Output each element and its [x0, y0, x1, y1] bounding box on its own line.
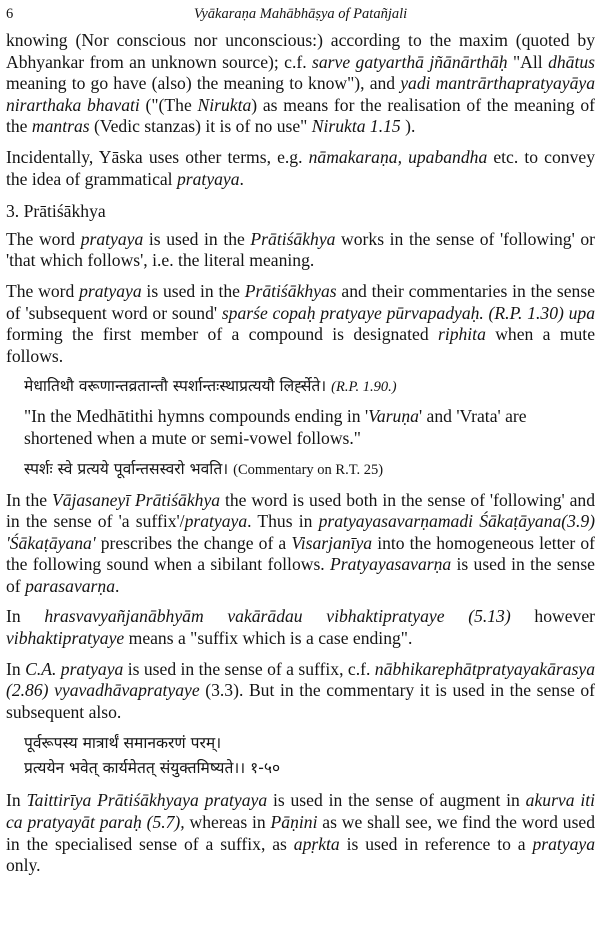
- paragraph-ca: In C.A. pratyaya is used in the sense of a suffix, c.f. nābhikarephātpratyayakārasya (2.86) vyavadhāvapratyaye (3.3). But in the commentary it is used in the sense of subsequent also.: [6, 658, 595, 722]
- sanskrit-verse: [24, 731, 595, 781]
- paragraph-maxim: knowing (Nor conscious nor unconscious:) according to the maxim (quoted by Abhyankar from an unknown source); c.f. sarve gatyarthā jñānārthāḥ "All dhātus meaning to go have (also) the meaning to know"), and yadi mantrārthapratyayāya nirarthaka bhavati ("(The Nirukta) as means for the realisation of the meaning of the mantras (Vedic stanzas) it is of no use" Nirukta 1.15 ).: [6, 30, 595, 137]
- page-header: [6, 4, 595, 24]
- verse-line-2: प्रत्ययेन भवेत् कार्यमेतत् संयुक्तमिष्यते।। १-५०: [24, 759, 281, 778]
- paragraph-hrasva: In hrasvavyañjanābhyām vakārādau vibhaktipratyaye (5.13) however vibhaktipratyaye means a "suffix which is a case ending".: [6, 606, 595, 649]
- paragraph-pratisakhya-works: The word pratyaya is used in the Prātiśākhya works in the sense of 'following' or 'that which follows', i.e. the literal meaning.: [6, 228, 596, 271]
- sanskrit-quotation-rp: मेधातिथौ वरूणान्तव्रतान्तौ स्पर्शान्तःस्थाप्रत्ययौ लिर्ह्सेते। (R.P. 1.90.): [24, 377, 397, 396]
- paragraph-yaska: Incidentally, Yāska uses other terms, e.g. nāmakaraṇa, upabandha etc. to convey the idea of grammatical pratyaya.: [6, 146, 595, 189]
- verse-line-1: पूर्वरूपस्य मात्रार्थं समानकरणं परम्।: [24, 734, 222, 753]
- paragraph-subsequent-sound: The word pratyaya is used in the Prātiśākhyas and their commentaries in the sense of 'subsequent word or sound' sparśe copaḥ pratyaye pūrvapadyaḥ. (R.P. 1.30) upa forming the first member of a compound is designated riphita when a mute follows.: [6, 280, 595, 366]
- paragraph-taittiriya: In Taittirīya Prātiśākhyaya pratyaya is used in the sense of augment in akurva iti ca pratyayāt paraḥ (5.7), whereas in Pāṇini as we shall see, we find the word used in the specialised sense of a suffix, as apṛkta is used in reference to a pratyaya only.: [6, 790, 596, 876]
- section-heading: 3. Prātiśākhya: [6, 201, 106, 222]
- translation-quote: "In the Medhātithi hymns compounds ending in 'Varuṇa' and 'Vrata' are shortened when a mute or semi-vowel follows.": [24, 406, 527, 448]
- page-number: 6: [6, 6, 14, 22]
- running-head: Vyākaraṇa Mahābhāṣya of Patañjali: [193, 6, 408, 22]
- paragraph-vajasaneyi: In the Vājasaneyī Prātiśākhya the word is used both in the sense of 'following' and in the sense of 'a suffix'/pratyaya. Thus in pratyayasavarṇamadi Śākaṭāyana(3.9) 'Śākaṭāyana' prescribes the change of a Visarjanīya into the homogeneous letter of the following sound when a sibilant follows. Pratyayasavarṇa is used in the sense of parasavarṇa.: [6, 489, 595, 596]
- sanskrit-quotation-rt: स्पर्शः स्वे प्रत्यये पूर्वान्तसस्वरो भवति। (Commentary on R.T. 25): [24, 459, 384, 478]
